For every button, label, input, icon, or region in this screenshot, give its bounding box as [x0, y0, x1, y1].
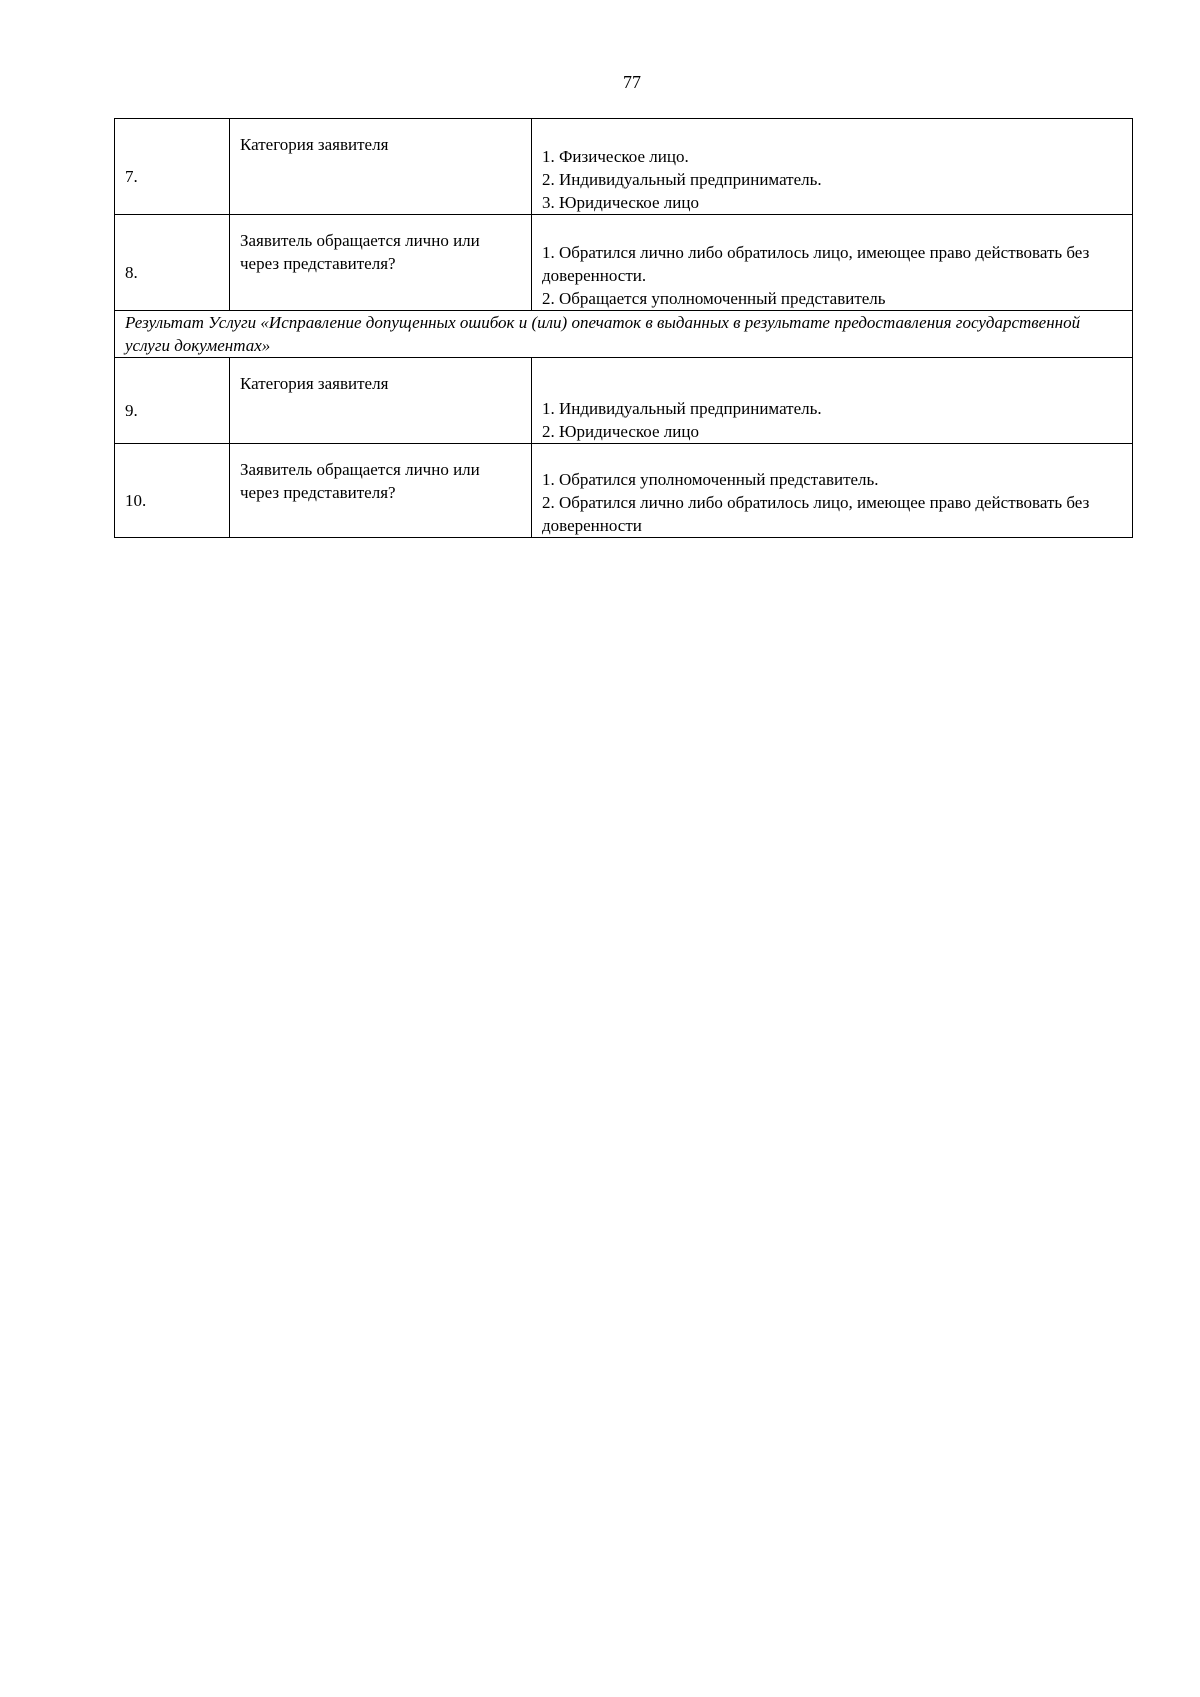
criteria-table — [114, 118, 1133, 538]
answer-line: 2. Индивидуальный предприниматель. — [542, 170, 822, 189]
question-text: Категория заявителя — [240, 374, 389, 393]
answer-line: 2. Юридическое лицо — [542, 422, 699, 441]
answer-line: 3. Юридическое лицо — [542, 193, 699, 212]
answer-cell — [532, 444, 1133, 538]
answer-line: 1. Индивидуальный предприниматель. — [542, 399, 822, 418]
table-row — [115, 215, 1133, 311]
answer-cell — [532, 358, 1133, 444]
row-number-cell — [115, 444, 230, 538]
question-cell — [230, 215, 532, 311]
row-number-cell — [115, 119, 230, 215]
table-row — [115, 444, 1133, 538]
section-heading: Результат Услуги «Исправление допущенных ошибок и (или) опечаток в выданных в результате предоставления государственной услуги документах» — [115, 311, 1133, 358]
question-text: Категория заявителя — [240, 135, 389, 154]
table-row — [115, 119, 1133, 215]
answer-line: 1. Обратился уполномоченный представитель. — [542, 470, 879, 489]
answer-line: 2. Обратился лично либо обратилось лицо, имеющее право действовать без доверенности — [542, 493, 1090, 535]
section-row — [115, 311, 1133, 358]
answer-cell — [532, 119, 1133, 215]
answer-line: 1. Физическое лицо. — [542, 147, 689, 166]
table-row — [115, 358, 1133, 444]
answer-line: 1. Обратился лично либо обратилось лицо, имеющее право действовать без доверенности. — [542, 243, 1090, 285]
row-number-cell — [115, 215, 230, 311]
row-number-cell — [115, 358, 230, 444]
question-cell — [230, 358, 532, 444]
page-number: 77 — [623, 72, 641, 92]
row-number: 9. — [125, 401, 138, 420]
row-number: 8. — [125, 263, 138, 282]
question-cell — [230, 119, 532, 215]
question-text: Заявитель обращается лично или через представителя? — [240, 460, 480, 502]
question-cell — [230, 444, 532, 538]
question-text: Заявитель обращается лично или через представителя? — [240, 231, 480, 273]
row-number: 10. — [125, 491, 147, 510]
answer-line: 2. Обращается уполномоченный представитель — [542, 289, 886, 308]
row-number: 7. — [125, 167, 138, 186]
answer-cell — [532, 215, 1133, 311]
